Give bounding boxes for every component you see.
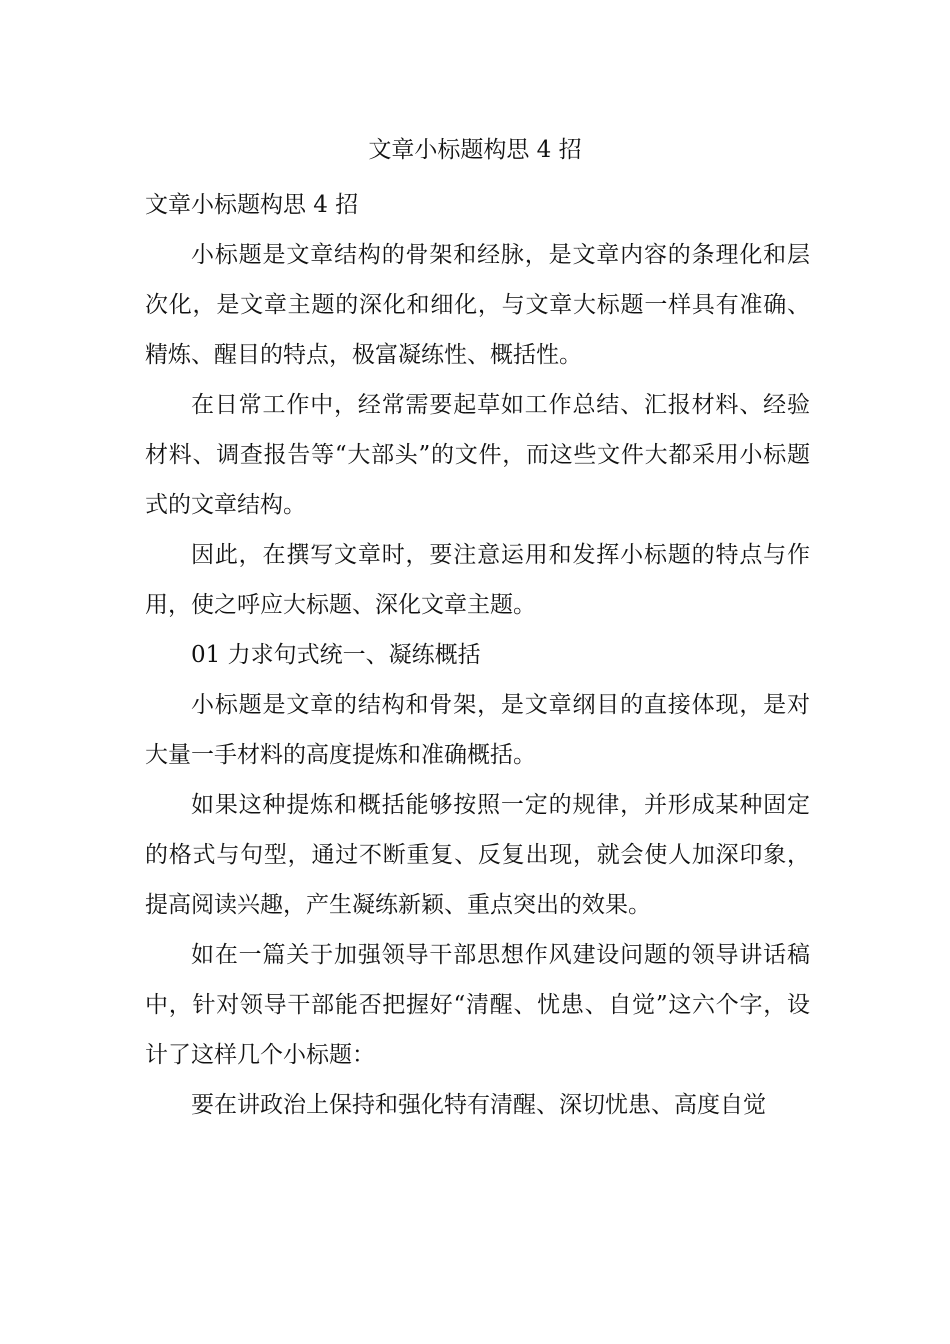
paragraph: 小标题是文章结构的骨架和经脉，是文章内容的条理化和层次化，是文章主题的深化和细化，与文章大标题一样具有准确、精炼、醒目的特点，极富凝练性、概括性。	[145, 242, 810, 368]
paragraph: 如果这种提炼和概括能够按照一定的规律，并形成某种固定的格式与句型，通过不断重复、反复出现，就会使人加深印象，提高阅读兴趣，产生凝练新颖、重点突出的效果。	[145, 792, 810, 918]
document-body	[145, 180, 810, 1130]
paragraph: 要在讲政治上保持和强化特有清醒、深切忧患、高度自觉	[191, 1092, 766, 1118]
document-title: 文章小标题构思 4 招	[368, 137, 582, 163]
paragraph: 小标题是文章的结构和骨架，是文章纲目的直接体现，是对大量一手材料的高度提炼和准确概括。	[145, 692, 810, 768]
section-heading: 01 力求句式统一、凝练概括	[191, 642, 481, 668]
paragraph: 在日常工作中，经常需要起草如工作总结、汇报材料、经验材料、调查报告等“大部头”的文件，而这些文件大都采用小标题式的文章结构。	[145, 392, 810, 518]
paragraph: 因此，在撰写文章时，要注意运用和发挥小标题的特点与作用，使之呼应大标题、深化文章主题。	[145, 542, 810, 618]
paragraph-subtitle: 文章小标题构思 4 招	[145, 192, 359, 218]
paragraph: 如在一篇关于加强领导干部思想作风建设问题的领导讲话稿中，针对领导干部能否把握好“清醒、忧患、自觉”这六个字，设计了这样几个小标题：	[145, 942, 810, 1068]
